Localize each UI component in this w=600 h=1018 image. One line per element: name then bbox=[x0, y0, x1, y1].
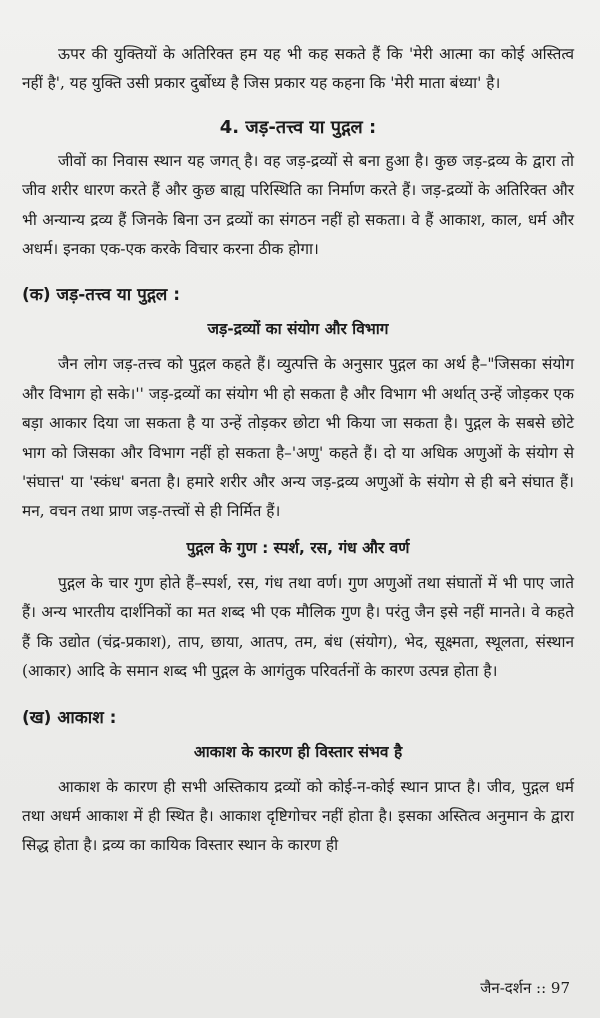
page-footer: जैन-दर्शन :: 97 bbox=[480, 979, 570, 997]
subheading-akash: आकाश के कारण ही विस्तार संभव है bbox=[193, 742, 403, 761]
paragraph-gun: पुद्गल के चार गुण होते हैं–स्पर्श, रस, गंध तथा वर्ण। गुण अणुओं तथा संघातों में भी पाए जाते हैं। अन्य भारतीय दार्शनिकों का मत शब्द भी एक मौलिक गुण है। परंतु जैन इसे नहीं मानते। वे कहते हैं कि उद्योत (चंद्र-प्रकाश), ताप, छाया, आतप, तम, बंध (संयोग), भेद, सूक्ष्मता, स्थूलता, संस्थान (आकार) आदि के समान शब्द भी पुद्गल के आगंतुक परिवर्तनों के कारण उत्पन्न होता है। bbox=[22, 573, 574, 681]
section-heading-ka: (क) जड़-तत्त्व या पुद्गल : bbox=[22, 285, 181, 306]
subheading-sanyog: जड़-द्रव्यों का संयोग और विभाग bbox=[207, 320, 389, 339]
paragraph-akash: आकाश के कारण ही सभी अस्तिकाय द्रव्यों को कोई-न-कोई स्थान प्राप्त है। जीव, पुद्गल धर्म तथा अधर्म आकाश में ही स्थित है। आकाश दृष्टिगोचर नहीं होता है। इसका अस्तित्व अनुमान के द्वारा सिद्ध होता है। द्रव्य का कायिक विस्तार स्थान के कारण ही bbox=[22, 777, 574, 855]
paragraph-intro: ऊपर की युक्तियों के अतिरिक्त हम यह भी कह सकते हैं कि 'मेरी आत्मा का कोई अस्तित्व नहीं है', यह युक्ति उसी प्रकार दुर्बोध्य है जिस प्रकार यह कहना कि 'मेरी माता बंध्या' है। bbox=[22, 45, 574, 93]
paragraph-world: जीवों का निवास स्थान यह जगत् है। वह जड़-द्रव्यों से बना हुआ है। कुछ जड़-द्रव्य के द्वारा तो जीव शरीर धारण करते हैं और कुछ बाह्य परिस्थिति का निर्माण करते हैं। जड़-द्रव्यों के अतिरिक्त और भी अन्यान्य द्रव्य हैं जिनके बिना उन द्रव्यों का संगठन नहीं हो सकता। वे हैं आकाश, काल, धर्म और अधर्म। इनका एक-एक करके विचार करना ठीक होगा। bbox=[22, 151, 574, 259]
paragraph-pudgal: जैन लोग जड़-तत्त्व को पुद्गल कहते हैं। व्युत्पत्ति के अनुसार पुद्गल का अर्थ है–"जिसका संयोग और विभाग हो सके।'' जड़-द्रव्यों का संयोग भी हो सकता है और विभाग भी अर्थात् उन्हें जोड़कर एक बड़ा आकार दिया जा सकता है या उन्हें तोड़कर छोटा भी किया जा सकता है। पुद्गल के सबसे छोटे भाग को जिसका और विभाग नहीं हो सकता है–'अणु' कहते हैं। दो या अधिक अणुओं के संयोग से 'संघात्त' या 'स्कंध' बनता है। हमारे शरीर और अन्य जड़-द्रव्य अणुओं के संयोग से ही बने संघात हैं। मन, वचन तथा प्राण जड़-तत्त्वों से ही निर्मित हैं। bbox=[22, 355, 574, 521]
subheading-gun: पुद्गल के गुण : स्पर्श, रस, गंध और वर्ण bbox=[186, 538, 410, 557]
section-heading-kha: (ख) आकाश : bbox=[22, 707, 117, 728]
chapter-heading: 4. जड़-तत्त्व या पुद्गल : bbox=[219, 116, 377, 138]
